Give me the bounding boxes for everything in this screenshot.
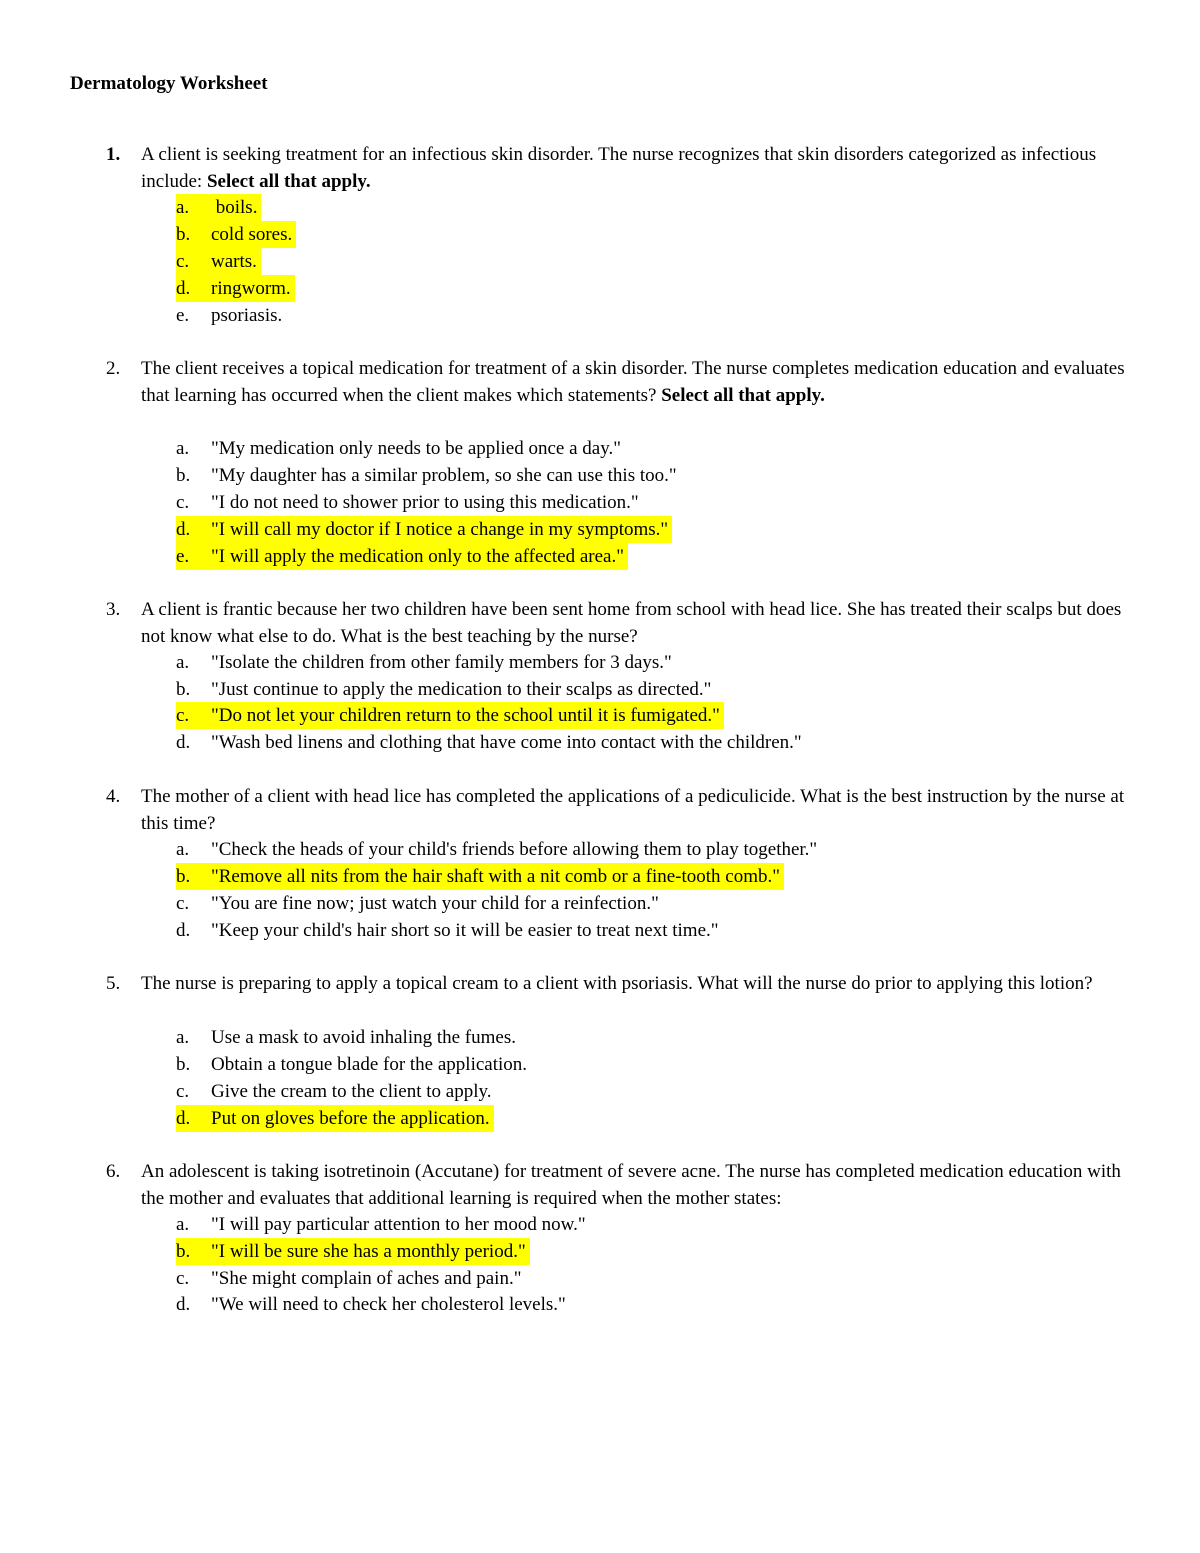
option-2d: [176, 516, 672, 543]
option-text: Obtain a tongue blade for the application.: [211, 1054, 528, 1075]
question-emphasis: Select all that apply.: [206, 171, 371, 192]
option-text: boils.: [211, 197, 258, 218]
option-2b: [176, 462, 677, 489]
question-number: 4.: [106, 786, 121, 807]
option-letter: b.: [176, 679, 191, 700]
option-3d: [176, 729, 802, 756]
question-number: 5.: [106, 973, 121, 994]
option-1e: [176, 302, 282, 329]
option-letter: e.: [176, 546, 190, 567]
option-text: "She might complain of aches and pain.": [211, 1268, 522, 1289]
option-letter: b.: [176, 866, 191, 887]
option-text: Give the cream to the client to apply.: [211, 1081, 492, 1102]
option-text: warts.: [211, 251, 257, 272]
option-letter: d.: [176, 519, 191, 540]
option-text: "I will be sure she has a monthly period.": [211, 1241, 526, 1262]
option-4b: [176, 863, 784, 890]
option-3a: [176, 649, 672, 676]
question-number: 2.: [106, 358, 121, 379]
option-letter: d.: [176, 278, 191, 299]
option-6b: [176, 1238, 530, 1265]
option-letter: d.: [176, 1294, 191, 1315]
option-2e: [176, 543, 628, 570]
option-letter: d.: [176, 920, 191, 941]
option-letter: a.: [176, 1214, 190, 1235]
option-letter: b.: [176, 224, 191, 245]
option-1b: [176, 221, 296, 248]
option-letter: c.: [176, 1081, 190, 1102]
question-text: [141, 141, 1133, 195]
option-text: "I will pay particular attention to her mood now.": [211, 1214, 586, 1235]
question-text: [141, 596, 1133, 650]
option-6d: [176, 1291, 566, 1318]
option-text: "You are fine now; just watch your child for a reinfection.": [211, 893, 659, 914]
option-letter: d.: [176, 1108, 191, 1129]
option-letter: d.: [176, 732, 191, 753]
option-text: psoriasis.: [211, 305, 283, 326]
option-text: "Just continue to apply the medication to their scalps as directed.": [211, 679, 712, 700]
option-1a: [176, 194, 261, 221]
option-letter: e.: [176, 305, 190, 326]
option-1d: [176, 275, 295, 302]
option-text: "We will need to check her cholesterol levels.": [211, 1294, 566, 1315]
option-text: cold sores.: [211, 224, 293, 245]
question-text: [141, 970, 1133, 997]
option-letter: b.: [176, 1054, 191, 1075]
option-text: "I will apply the medication only to the affected area.": [211, 546, 624, 567]
option-3c: [176, 702, 724, 729]
option-4a: [176, 836, 817, 863]
option-letter: c.: [176, 251, 190, 272]
option-3b: [176, 676, 711, 703]
question-stem: The nurse is preparing to apply a topical cream to a client with psoriasis. What will the nurse do prior to applying this lotion?: [141, 973, 1093, 994]
option-letter: c.: [176, 893, 190, 914]
option-text: "I do not need to shower prior to using this medication.": [211, 492, 639, 513]
option-letter: b.: [176, 1241, 191, 1262]
option-letter: a.: [176, 438, 190, 459]
option-text: "Isolate the children from other family members for 3 days.": [211, 652, 672, 673]
page-title: Dermatology Worksheet: [70, 73, 268, 94]
option-text: ringworm.: [211, 278, 291, 299]
option-5d: [176, 1105, 494, 1132]
option-5c: [176, 1078, 492, 1105]
question-stem: The mother of a client with head lice has completed the applications of a pediculicide. What is the best instruction by the nurse at this time?: [141, 786, 1125, 834]
option-6c: [176, 1265, 521, 1292]
option-letter: c.: [176, 492, 190, 513]
question-text: [141, 355, 1133, 409]
question-number: 6.: [106, 1161, 121, 1182]
option-2a: [176, 435, 621, 462]
option-text: Put on gloves before the application.: [211, 1108, 490, 1129]
question-stem: The client receives a topical medication for treatment of a skin disorder. The nurse completes medication education and evaluates that learning has occurred when the client makes which statements?: [141, 358, 1125, 406]
question-stem: An adolescent is taking isotretinoin (Accutane) for treatment of severe acne. The nurse has completed medication education with the mother and evaluates that additional learning is required when the mother states:: [141, 1161, 1121, 1209]
option-4d: [176, 917, 719, 944]
option-letter: a.: [176, 197, 190, 218]
option-6a: [176, 1211, 586, 1238]
option-letter: a.: [176, 652, 190, 673]
question-text: [141, 783, 1133, 837]
option-letter: c.: [176, 1268, 190, 1289]
question-emphasis: Select all that apply.: [661, 385, 825, 406]
option-2c: [176, 489, 639, 516]
option-letter: c.: [176, 705, 190, 726]
option-text: "Remove all nits from the hair shaft with a nit comb or a fine-tooth comb.": [211, 866, 781, 887]
question-text: [141, 1158, 1133, 1212]
option-text: "Do not let your children return to the school until it is fumigated.": [211, 705, 720, 726]
option-4c: [176, 890, 659, 917]
option-text: "Wash bed linens and clothing that have come into contact with the children.": [211, 732, 802, 753]
question-stem: A client is frantic because her two children have been sent home from school with head lice. She has treated their scalps but does not know what else to do. What is the best teaching by the nurse?: [141, 599, 1122, 647]
option-1c: [176, 248, 261, 275]
option-5b: [176, 1051, 527, 1078]
question-number: 1.: [106, 144, 121, 165]
option-letter: a.: [176, 1027, 190, 1048]
question-number: 3.: [106, 599, 121, 620]
option-letter: b.: [176, 465, 191, 486]
option-text: "Keep your child's hair short so it will be easier to treat next time.": [211, 920, 719, 941]
option-text: "My medication only needs to be applied once a day.": [211, 438, 621, 459]
option-text: Use a mask to avoid inhaling the fumes.: [211, 1027, 516, 1048]
option-5a: [176, 1024, 516, 1051]
option-text: "My daughter has a similar problem, so she can use this too.": [211, 465, 677, 486]
option-letter: a.: [176, 839, 190, 860]
question-stem: A client is seeking treatment for an infectious skin disorder. The nurse recognizes that skin disorders categorized as infectious include:: [141, 144, 1097, 192]
option-text: "Check the heads of your child's friends before allowing them to play together.": [211, 839, 818, 860]
option-text: "I will call my doctor if I notice a change in my symptoms.": [211, 519, 669, 540]
